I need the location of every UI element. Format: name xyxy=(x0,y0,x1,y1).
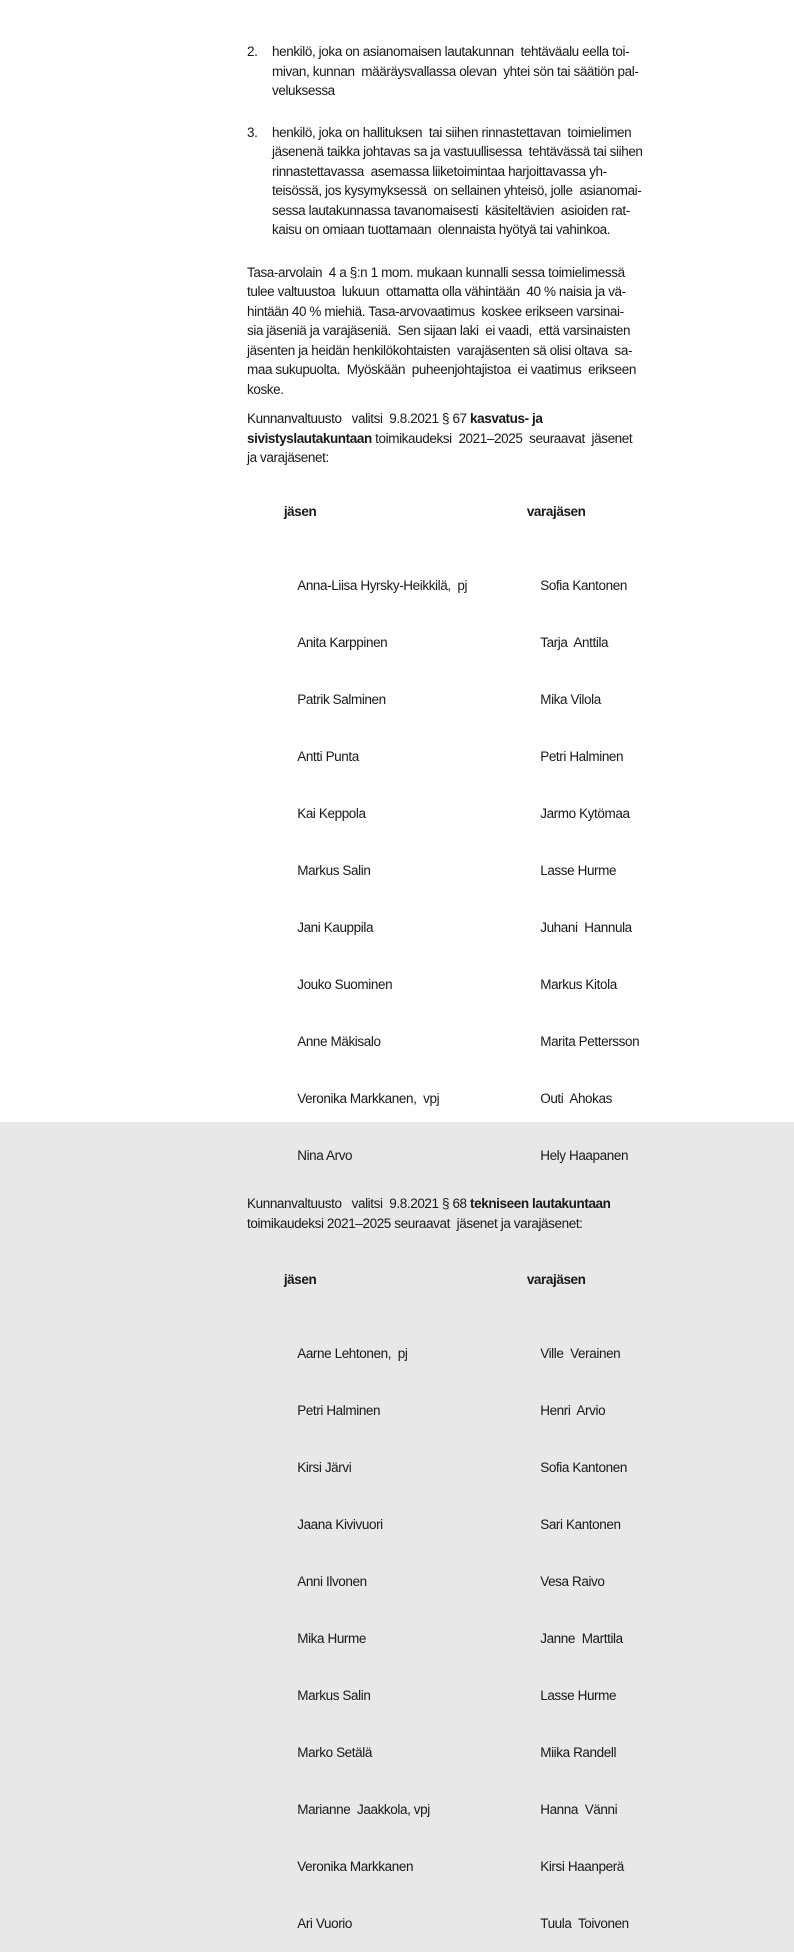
text-line xyxy=(247,1194,737,1214)
member-name: Markus Salin xyxy=(297,863,371,878)
item-number: 2. xyxy=(247,44,258,59)
member-name: Petri Halminen xyxy=(297,1402,381,1418)
item-text xyxy=(272,42,638,101)
table-row xyxy=(257,1439,737,1496)
member-name: Jani Kauppila xyxy=(297,920,374,935)
text-line: Tasa-arvolain 4 a §:n 1 mom. mukaan kunnalli sessa toimielimessä xyxy=(247,264,625,280)
text-line: henkilö, joka on asianomaisen lautakunnan tehtäväalu eella toi- xyxy=(272,44,630,59)
table-row xyxy=(257,785,737,842)
deputy-name: Janne Marttila xyxy=(540,1630,623,1646)
table-header-member: jäsen xyxy=(283,504,317,519)
table-row xyxy=(257,557,737,614)
numbered-item-2 xyxy=(247,42,737,101)
table-row xyxy=(257,614,737,671)
member-name: Markus Salin xyxy=(297,1687,371,1703)
bold-text-run: sivistyslautakuntaan xyxy=(247,430,372,446)
text-line: sia jäseniä ja varajäseniä. Sen sijaan laki ei vaadi, että varsinaisten xyxy=(247,323,631,338)
deputy-name: Vesa Raivo xyxy=(540,1573,605,1589)
deputy-name: Kirsi Haanperä xyxy=(540,1858,624,1874)
table-body xyxy=(257,557,737,1184)
text-line: tulee valtuustoa lukuun ottamatta olla vähintään 40 % naisia ja vä- xyxy=(247,284,626,299)
text-line: hintään 40 % miehiä. Tasa-arvovaatimus koskee erikseen varsinai- xyxy=(247,303,624,319)
table-row xyxy=(257,1895,737,1952)
item-number: 3. xyxy=(247,124,258,140)
deputy-name: Petri Halminen xyxy=(540,749,624,764)
member-name: Anna-Liisa Hyrsky-Heikkilä, pj xyxy=(297,578,468,593)
table-body xyxy=(257,1325,737,1952)
text-line: maa sukupuolta. Myöskään puheenjohtajistoa ei vaatimus erikseen xyxy=(247,362,636,377)
table-row xyxy=(257,842,737,899)
table-row xyxy=(257,899,737,956)
paragraph-tasa-arvo xyxy=(247,263,737,400)
member-name: Anita Karppinen xyxy=(297,635,388,650)
member-name: Jaana Kivivuori xyxy=(297,1516,383,1532)
text-line: teisössä, jos kysymyksessä on sellainen yhteisö, jolle asianomai- xyxy=(272,183,642,198)
members-table-kasvatus xyxy=(257,483,737,1185)
member-name: Anni Ilvonen xyxy=(297,1573,367,1589)
deputy-name: Lasse Hurme xyxy=(540,863,617,878)
deputy-name: Marita Pettersson xyxy=(540,1034,640,1049)
member-name: Anne Mäkisalo xyxy=(297,1034,381,1049)
table-header-row xyxy=(257,1250,737,1309)
deputy-name: Outi Ahokas xyxy=(540,1091,612,1106)
member-name: Patrik Salminen xyxy=(297,692,386,707)
text-line: koske. xyxy=(247,381,284,397)
table-header-member: jäsen xyxy=(283,1271,317,1287)
deputy-name: Sofia Kantonen xyxy=(540,578,627,593)
text-line xyxy=(247,409,737,429)
table-row xyxy=(257,1838,737,1895)
member-name: Antti Punta xyxy=(297,749,359,764)
member-name: Marko Setälä xyxy=(297,1744,372,1760)
member-name: Veronika Markkanen xyxy=(297,1858,414,1874)
table-header-deputy: varajäsen xyxy=(526,504,586,519)
member-name: Kirsi Järvi xyxy=(297,1459,352,1475)
text-run: toimikaudeksi 2021–2025 seuraavat jäsenet xyxy=(371,430,633,446)
table-header-row xyxy=(257,483,737,542)
table-row xyxy=(257,1382,737,1439)
deputy-name: Juhani Hannula xyxy=(540,920,632,935)
table-row xyxy=(257,1667,737,1724)
table-header-deputy: varajäsen xyxy=(526,1271,586,1287)
deputy-name: Tuula Toivonen xyxy=(540,1915,629,1931)
deputy-name: Jarmo Kytömaa xyxy=(540,806,630,821)
text-line: jäsenenä taikka johtavas sa ja vastuullisessa tehtävässä tai siihen xyxy=(272,144,643,159)
deputy-name: Lasse Hurme xyxy=(540,1687,617,1703)
document-content xyxy=(247,42,737,1952)
table-row xyxy=(257,956,737,1013)
text-line: ja varajäsenet: xyxy=(247,450,329,465)
text-run: Kunnanvaltuusto valitsi 9.8.2021 § 68 xyxy=(247,1196,471,1211)
numbered-item-3 xyxy=(247,123,737,240)
paragraph-kasvatus-sivistyslautakunta xyxy=(247,409,737,468)
member-name: Ari Vuorio xyxy=(297,1915,352,1931)
deputy-name: Sari Kantonen xyxy=(540,1516,621,1532)
table-row xyxy=(257,1013,737,1070)
text-line: toimikaudeksi 2021–2025 seuraavat jäsenet ja varajäsenet: xyxy=(247,1215,583,1231)
deputy-name: Hanna Vänni xyxy=(540,1801,618,1817)
text-line: kaisu on omiaan tuottamaan olennaista hyötyä tai vahinkoa. xyxy=(272,222,611,237)
member-name: Nina Arvo xyxy=(297,1148,353,1163)
table-row xyxy=(257,671,737,728)
deputy-name: Mika Vilola xyxy=(540,692,601,707)
table-row xyxy=(257,1496,737,1553)
member-name: Mika Hurme xyxy=(297,1630,366,1646)
member-name: Kai Keppola xyxy=(297,806,366,821)
text-line: henkilö, joka on hallituksen tai siihen rinnastettavan toimielimen xyxy=(272,124,632,140)
member-name: Veronika Markkanen, vpj xyxy=(297,1091,440,1106)
table-row xyxy=(257,1610,737,1667)
deputy-name: Markus Kitola xyxy=(540,977,617,992)
deputy-name: Sofia Kantonen xyxy=(540,1459,627,1475)
members-table-tekninen xyxy=(257,1250,737,1952)
text-line: rinnastettavassa asemassa liiketoimintaa harjoittavassa yh- xyxy=(272,163,607,179)
deputy-name: Hely Haapanen xyxy=(540,1148,629,1163)
text-line: veluksessa xyxy=(272,83,335,98)
deputy-name: Miika Randell xyxy=(540,1744,617,1760)
table-row xyxy=(257,1325,737,1382)
text-line: jäsenten ja heidän henkilökohtaisten varajäsenten sä olisi oltava sa- xyxy=(247,342,633,358)
text-line: mivan, kunnan määräysvallassa olevan yhtei sön tai säätiön pal- xyxy=(272,63,639,79)
paragraph-tekninen-lautakunta xyxy=(247,1194,737,1233)
item-text xyxy=(272,123,643,240)
table-row xyxy=(257,1781,737,1838)
deputy-name: Ville Verainen xyxy=(540,1345,621,1361)
table-row xyxy=(257,1553,737,1610)
table-row xyxy=(257,1070,737,1127)
table-row xyxy=(257,1724,737,1781)
bold-text-run: kasvatus- ja xyxy=(470,411,543,426)
bold-text-run: tekniseen lautakuntaan xyxy=(470,1196,611,1211)
member-name: Marianne Jaakkola, vpj xyxy=(297,1801,430,1817)
member-name: Jouko Suominen xyxy=(297,977,393,992)
table-row xyxy=(257,1127,737,1184)
text-line xyxy=(247,429,737,449)
deputy-name: Henri Arvio xyxy=(540,1402,606,1418)
table-row xyxy=(257,728,737,785)
text-line: sessa lautakunnassa tavanomaisesti käsiteltävien asioiden rat- xyxy=(272,202,630,218)
member-name: Aarne Lehtonen, pj xyxy=(297,1345,408,1361)
deputy-name: Tarja Anttila xyxy=(540,635,609,650)
text-run: Kunnanvaltuusto valitsi 9.8.2021 § 67 xyxy=(247,411,471,426)
